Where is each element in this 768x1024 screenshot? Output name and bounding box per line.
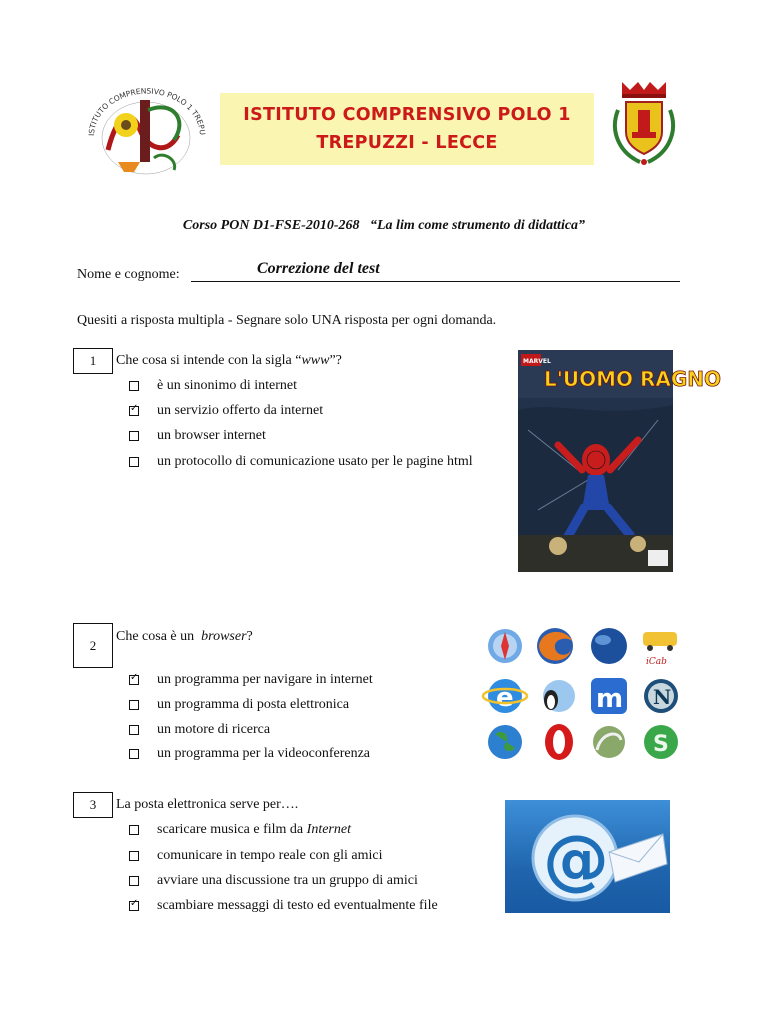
course-title bbox=[0, 218, 768, 234]
instructions: Quesiti a risposta multipla - Segnare solo UNA risposta per ogni domanda. bbox=[77, 313, 497, 328]
question-2-option-1[interactable] bbox=[129, 672, 373, 688]
option-label: un programma per la videoconferenza bbox=[157, 746, 371, 761]
option-label: comunicare in tempo reale con gli amici bbox=[157, 848, 383, 863]
svg-text:S: S bbox=[653, 732, 669, 757]
svg-text:N: N bbox=[653, 685, 672, 709]
question-2-number: 2 bbox=[73, 623, 113, 668]
checkbox[interactable] bbox=[129, 825, 139, 835]
checkbox[interactable] bbox=[129, 675, 139, 685]
name-underline bbox=[191, 281, 680, 282]
question-1-text-b: ”? bbox=[329, 353, 342, 368]
question-2-text bbox=[116, 629, 253, 645]
comic-cover-image bbox=[518, 350, 722, 572]
opera-icon bbox=[545, 724, 573, 760]
firefox-icon bbox=[537, 628, 573, 664]
town-crest bbox=[604, 80, 684, 170]
question-2-text-b: ? bbox=[246, 629, 253, 644]
option-label-text: scaricare musica e film da bbox=[157, 822, 307, 837]
netscape-icon bbox=[644, 679, 678, 713]
course-name: “La lim come strumento di didattica” bbox=[370, 218, 586, 233]
browser-icons-image bbox=[483, 624, 683, 766]
option-label: avviare una discussione tra un gruppo di amici bbox=[157, 873, 418, 888]
checkbox[interactable] bbox=[129, 700, 139, 710]
school-logo bbox=[78, 80, 210, 180]
question-1-option-1[interactable] bbox=[129, 378, 297, 394]
option-label: è un sinonimo di internet bbox=[157, 378, 297, 393]
svg-text:m: m bbox=[596, 684, 624, 714]
globe-icon bbox=[591, 628, 627, 664]
option-label: un protocollo di comunicazione usato per le pagine html bbox=[157, 454, 473, 469]
question-1-option-2[interactable] bbox=[129, 403, 323, 419]
checkbox[interactable] bbox=[129, 431, 139, 441]
option-label-em: Internet bbox=[306, 822, 351, 837]
question-3-option-3[interactable] bbox=[129, 873, 418, 889]
option-label: un programma per navigare in internet bbox=[157, 672, 373, 687]
option-label bbox=[157, 822, 351, 838]
name-label: Nome e cognome: bbox=[77, 267, 180, 282]
question-1-option-4[interactable] bbox=[129, 454, 473, 470]
question-2-option-2[interactable] bbox=[129, 697, 349, 713]
logo-ring-text: ISTITUTO COMPRENSIVO POLO 1 TREPU bbox=[86, 86, 208, 137]
question-3-text: La posta elettronica serve per…. bbox=[116, 797, 299, 812]
safari-icon bbox=[488, 629, 522, 663]
comic-title: L'UOMO RAGNO bbox=[544, 367, 722, 391]
banner-line-1: ISTITUTO COMPRENSIVO POLO 1 bbox=[243, 105, 571, 125]
checkbox[interactable] bbox=[129, 381, 139, 391]
name-field bbox=[77, 260, 680, 286]
seamonkey-icon bbox=[593, 726, 625, 758]
option-label: un motore di ricerca bbox=[157, 722, 271, 737]
question-3-number: 3 bbox=[73, 792, 113, 818]
question-3-option-2[interactable] bbox=[129, 848, 382, 864]
at-symbol: @ bbox=[543, 821, 609, 898]
question-1-number: 1 bbox=[73, 348, 113, 374]
checkbox[interactable] bbox=[129, 457, 139, 467]
question-2-option-4[interactable] bbox=[129, 746, 370, 762]
comic-publisher: MARVEL bbox=[523, 358, 551, 365]
name-value: Correzione del test bbox=[257, 260, 380, 277]
penguin-browser-icon bbox=[543, 680, 575, 712]
checkbox[interactable] bbox=[129, 851, 139, 861]
checkbox[interactable] bbox=[129, 876, 139, 886]
question-1-text-a: Che cosa si intende con la sigla “ bbox=[116, 353, 302, 368]
maxthon-icon bbox=[591, 678, 627, 714]
option-label: un servizio offerto da internet bbox=[157, 403, 324, 418]
earth-icon bbox=[488, 725, 522, 759]
question-3-option-4[interactable] bbox=[129, 898, 438, 914]
question-2-option-3[interactable] bbox=[129, 722, 270, 738]
icab-icon bbox=[643, 632, 677, 667]
svg-text:e: e bbox=[496, 683, 514, 713]
question-1-option-3[interactable] bbox=[129, 428, 266, 444]
checkbox[interactable] bbox=[129, 901, 139, 911]
question-1-text bbox=[116, 353, 342, 369]
icab-caption: iCab bbox=[646, 657, 667, 667]
question-1-text-em: www bbox=[301, 353, 330, 368]
option-label: un browser internet bbox=[157, 428, 266, 443]
option-label: un programma di posta elettronica bbox=[157, 697, 350, 712]
checkbox[interactable] bbox=[129, 749, 139, 759]
banner-line-2: TREPUZZI - LECCE bbox=[316, 133, 498, 153]
school-banner bbox=[220, 93, 594, 165]
question-2-text-a: Che cosa è un bbox=[116, 629, 198, 644]
green-browser-icon bbox=[644, 725, 678, 759]
question-2-text-em: browser bbox=[201, 629, 247, 644]
option-label: scambiare messaggi di testo ed eventualmente file bbox=[157, 898, 438, 913]
question-3-option-1[interactable] bbox=[129, 822, 351, 838]
email-image bbox=[505, 800, 670, 913]
checkbox[interactable] bbox=[129, 725, 139, 735]
checkbox[interactable] bbox=[129, 406, 139, 416]
internet-explorer-icon bbox=[483, 679, 527, 713]
course-code: Corso PON D1-FSE-2010-268 bbox=[182, 218, 360, 233]
